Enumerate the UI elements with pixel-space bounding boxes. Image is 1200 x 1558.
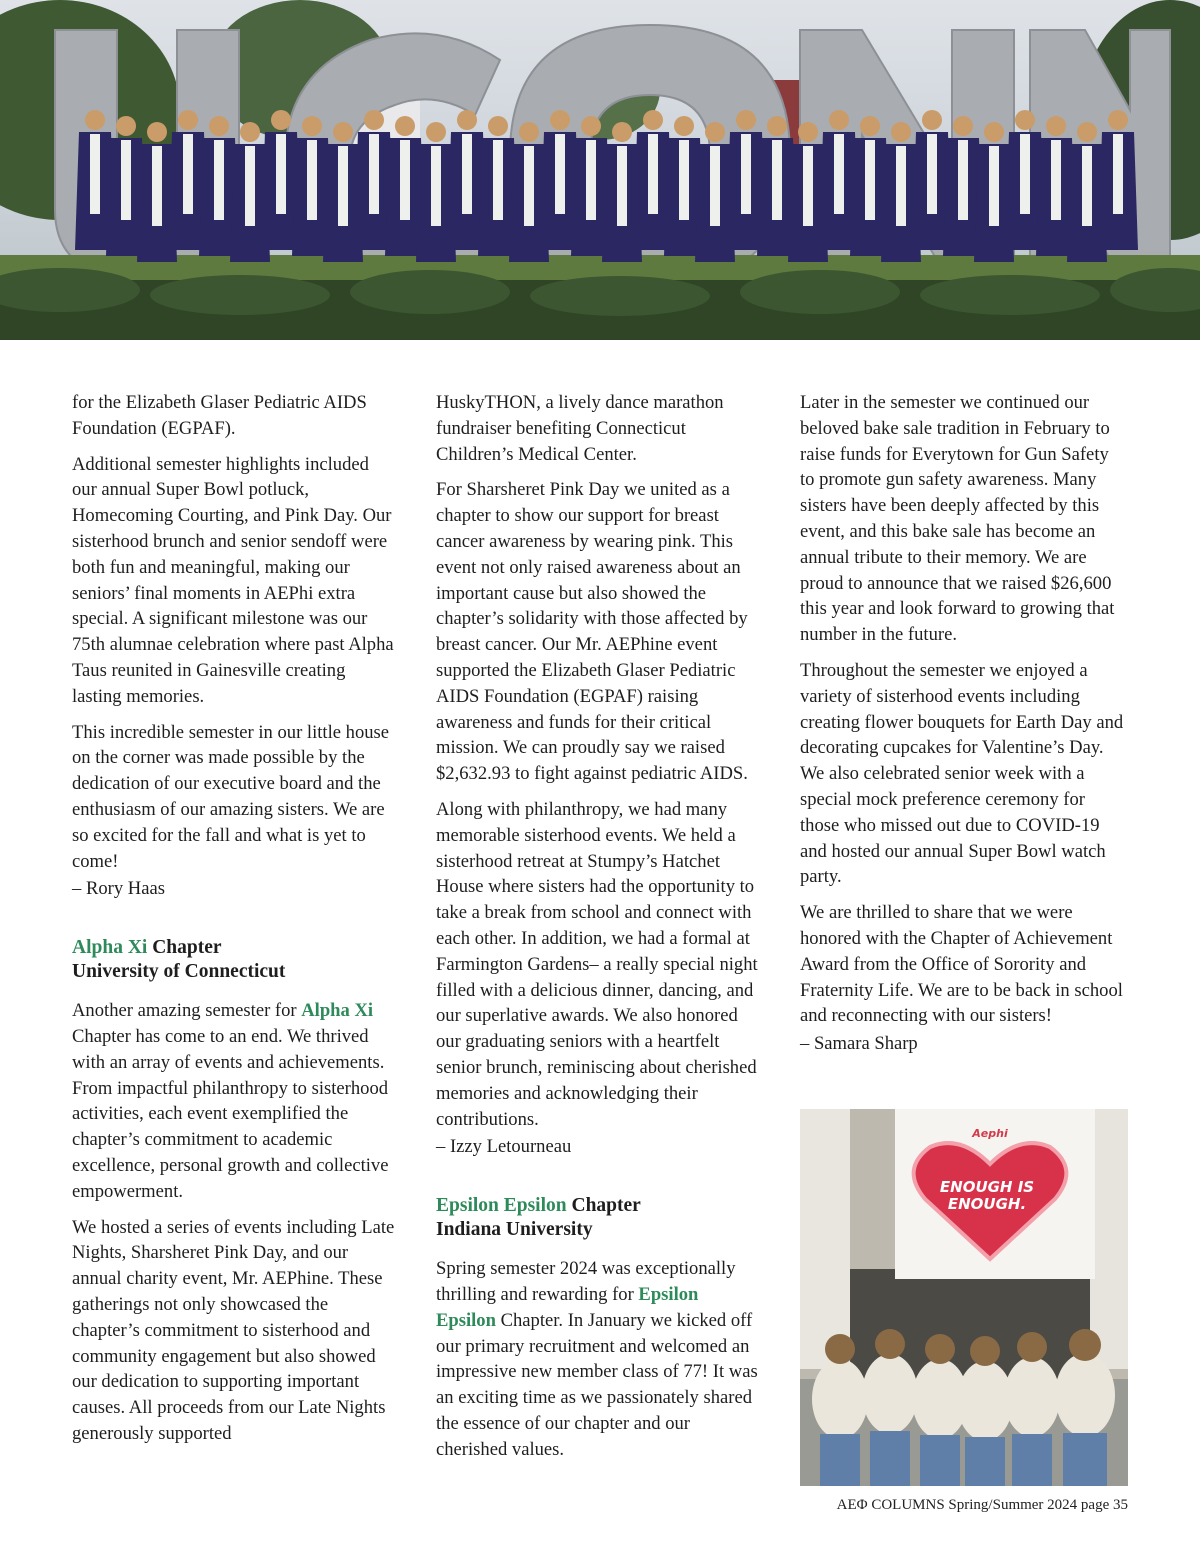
graduate-head [178,110,198,130]
paragraph: For Sharsheret Pink Day we united as a chapter to show our support for breast cancer awareness by wearing pink. This event not only raised awareness about an important cause but also showed the chapter’s solidarity with those affected by breast cancer. Our Mr. AEPhine event supported the Elizabeth Glaser Pediatric AIDS Foundation (EGPAF) raising awareness and funds for their critical mission. We can proudly say we raised $2,632.93 to fight against pediatric AIDS. [436,479,748,785]
graduate-stole [400,140,410,220]
text-run: Chapter has come to an end. We thrived with an array of events and achievements. From impactful philanthropy to sisterhood activities, each event exemplified the chapter’s commitment to academic excellence, personal growth and collective empowerment. [72,1025,389,1202]
chapter-name-inline: Epsilon Epsilon [436,1283,699,1331]
column-2 [436,390,761,1472]
graduate-head [240,122,260,142]
chapter-school: Indiana University [436,1219,593,1241]
graduate-stole [803,146,813,226]
graduate-stole [462,134,472,214]
graduate-stole [1113,134,1123,214]
graduate-head [984,122,1004,142]
graduate-head [674,116,694,136]
graduate-stole [927,134,937,214]
paragraph: This incredible semester in our little house on the corner was made possible by the dedication of our executive board and the enthusiasm of our amazing sisters. We are so excited for the fall and what is yet to come! [72,721,390,872]
graduate-stole [338,146,348,226]
paragraph: HuskyTHON, a lively dance marathon fundraiser benefiting Connecticut Children’s Medical Center. [436,392,724,465]
author-signature: – Izzy Letourneau [436,1136,572,1158]
graduate-stole [307,140,317,220]
graduate-head [581,116,601,136]
page-footer: ΑΕΦ COLUMNS Spring/Summer 2024 page 35 [836,1497,1128,1513]
graduate-stole [834,134,844,214]
graduate-head [612,122,632,142]
hero-photo [0,0,1200,340]
graduate-head [364,110,384,130]
graduate-stole [1020,134,1030,214]
chapter-heading-epsilon-epsilon [436,1194,761,1242]
graduate-stole [679,140,689,220]
graduate-stole [741,134,751,214]
text-run: Another amazing semester for [72,1000,302,1022]
graduate-head [488,116,508,136]
graduate-head [333,122,353,142]
graduate-head [643,110,663,130]
chapter-word: Chapter [152,937,222,959]
graduate-head [1108,110,1128,130]
graduate-stole [369,134,379,214]
graduate-head [891,122,911,142]
graduate-head [302,116,322,136]
graduate-head [271,110,291,130]
banner-slogan: ENOUGH IS ENOUGH. [939,1178,1035,1213]
graduate-stole [276,134,286,214]
paragraph [72,998,397,1204]
graduate-head [736,110,756,130]
graduate-stole [865,140,875,220]
paragraph: We hosted a series of events including Late Nights, Sharsheret Pink Day, and our annual charity event, Mr. AEPhine. These gatherings not only showcased the chapter’s commitment to sisterhood and community engagement but also showed our dedication to supporting important causes. All proceeds from our Late Nights generously supported [72,1216,395,1444]
graduate-stole [896,146,906,226]
text-run: Spring semester 2024 was exceptionally thrilling and rewarding for [436,1258,736,1305]
author-signature: – Samara Sharp [800,1033,918,1055]
chapter-school: University of Connecticut [72,961,286,983]
text-run: Chapter. In January we kicked off our primary recruitment and welcomed an impressive new member class of 77! It was an exciting time as we passionately shared the essence of our chapter and our cherished values. [436,1309,758,1460]
graduate-stole [1082,146,1092,226]
graduate-stole [493,140,503,220]
graduate-stole [431,146,441,226]
column-3 [800,390,1125,1067]
graduate-stole [958,140,968,220]
graduate-stole [121,140,131,220]
graduate-head [767,116,787,136]
paragraph: Along with philanthropy, we had many memorable sisterhood events. We held a sisterhood retreat at Stumpy’s Hatchet House where sisters had the opportunity to take a break from school and connect with each other. In addition, we had a formal at Farmington Gardens– a really special night filled with a delicious dinner, dancing, and our superlative awards. We also honored our graduating seniors with a heartfelt senior brunch, reminiscing about cherished memories and acknowledging their contributions. [436,798,758,1130]
paragraph: Throughout the semester we enjoyed a variety of sisterhood events including creating flower bouquets for Earth Day and decorating cupcakes for Valentine’s Day. We also celebrated senior week with a special mock preference ceremony for those who missed out due to COVID-19 and hosted our annual Super Bowl watch party. [800,659,1124,888]
uconn-sign-illustration [0,0,1200,340]
paragraph: Additional semester highlights included our annual Super Bowl potluck, Homecoming Courting, and Pink Day. Our sisterhood brunch and senior sendoff were both fun and meaningful, making our seniors’ final moments in AEPhi extra special. A significant milestone was our 75th alumnae celebration where past Alpha Taus reunited in Gainesville creating lasting memories. [72,453,394,707]
graduate-head [519,122,539,142]
graduate-head [147,122,167,142]
graduate-stole [989,146,999,226]
chapter-word: Chapter [571,1195,641,1217]
graduate-stole [245,146,255,226]
sisters-banner-photo [800,1109,1128,1486]
paragraph: We are thrilled to share that we were honored with the Chapter of Achievement Award from the Office of Sorority and Fraternity Life. We are to be back in school and reconnecting with our sisters! [800,902,1123,1027]
graduate-stole [586,140,596,220]
graduate-stole [152,146,162,226]
graduate-stole [555,134,565,214]
graduate-head [1077,122,1097,142]
graduate-head [457,110,477,130]
graduate-head [829,110,849,130]
graduate-head [953,116,973,136]
graduate-stole [214,140,224,220]
graduate-head [426,122,446,142]
chapter-name: Alpha Xi [72,937,148,959]
column-1 [72,390,397,1457]
graduate-head [860,116,880,136]
graduate-stole [772,140,782,220]
banner-photo-illustration [800,1109,1128,1486]
graduate-stole [1051,140,1061,220]
graduate-head [395,116,415,136]
graduate-stole [710,146,720,226]
paragraph: Later in the semester we continued our beloved bake sale tradition in February to raise funds for Everytown for Gun Safety to promote gun safety awareness. Many sisters have been deeply affected by this event, and this bake sale has become an annual tribute to their memory. We are proud to announce that we raised $26,600 this year and look forward to growing that number in the future. [800,392,1115,646]
graduate-head [1046,116,1066,136]
paragraph: for the Elizabeth Glaser Pediatric AIDS Foundation (EGPAF). [72,392,367,439]
graduate-stole [90,134,100,214]
graduate-stole [648,134,658,214]
graduate-head [798,122,818,142]
graduate-stole [617,146,627,226]
chapter-heading-alpha-xi [72,936,397,984]
paragraph [436,1256,761,1462]
chapter-name: Epsilon Epsilon [436,1195,567,1217]
chapter-name-inline: Alpha Xi [301,1000,374,1022]
graduate-head [550,110,570,130]
graduate-head [922,110,942,130]
graduate-head [85,110,105,130]
graduate-stole [524,146,534,226]
graduate-head [1015,110,1035,130]
banner-brand-text: Aephi [972,1127,1008,1140]
graduate-head [116,116,136,136]
graduate-stole [183,134,193,214]
graduate-head [705,122,725,142]
graduate-head [209,116,229,136]
author-signature: – Rory Haas [72,878,165,900]
